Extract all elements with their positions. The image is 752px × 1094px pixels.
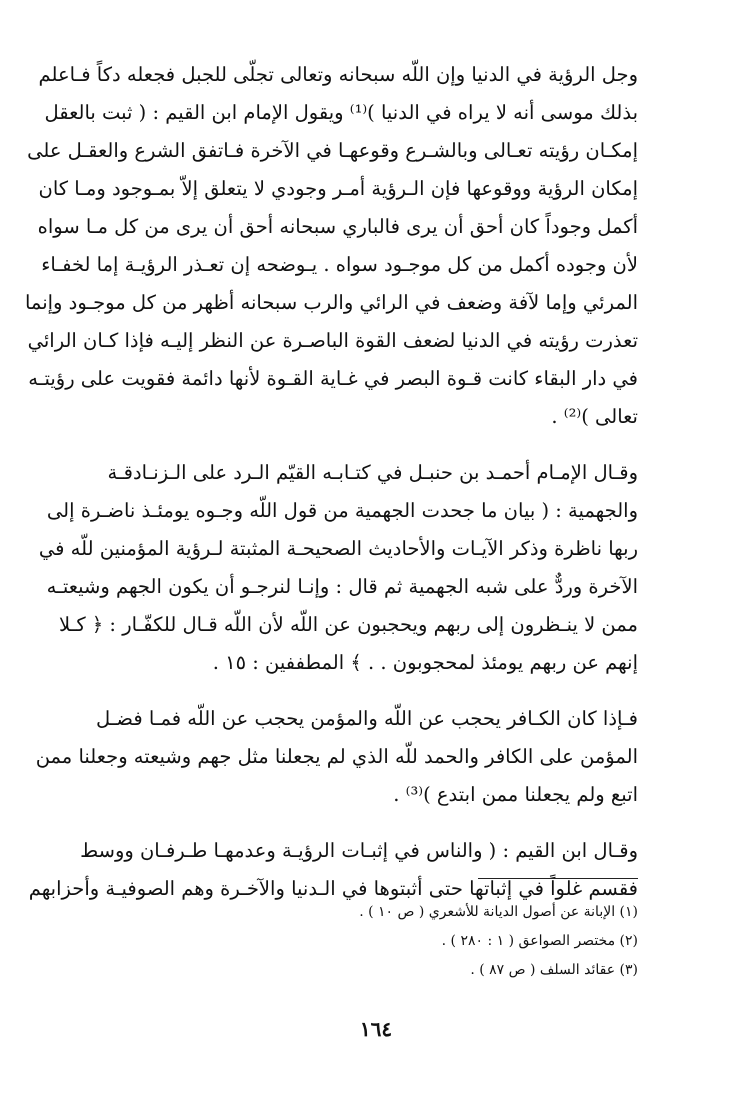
text-line: في دار البقاء كانت قـوة البصر في غـاية القـوة لأنها دائمة فقويت على رؤيتـه: [28, 367, 638, 390]
paragraph-3: [35, 700, 638, 814]
text-line: وجل الرؤية في الدنيا وإن اللّه سبحانه وتعالى تجلّى للجبل فجعله دكاً فـاعلم: [38, 63, 638, 86]
footnote-1: (١) الإبانة عن أصول الديانة للأشعري ( ص ١٠ ) .: [359, 904, 638, 920]
text-line: أكمل وجوداً كان أحق أن يرى فالباري سبحانه أحق أن يرى من كل مـا سواه: [37, 215, 638, 238]
text-line: وقـال ابن القيم : ( والناس في إثبـات الرؤيـة وعدمهـا طـرفـان ووسط: [80, 839, 638, 862]
text-line: إنهم عن ربهم يومئذ لمحجوبون . . ﴾ المطففين : ١٥ .: [212, 651, 638, 674]
footnotes: [300, 898, 638, 985]
footnote-3: (٣) عقائد السلف ( ص ٨٧ ) .: [470, 962, 638, 978]
text-line: المؤمن على الكافر والحمد للّه الذي لم يجعلنا مثل جهم وشيعته وجعلنا ممن: [35, 745, 638, 768]
text-line: تعذرت رؤيته في الدنيا لضعف القوة الباصـرة عن النظر إليـه فإذا كـان الرائي: [27, 329, 638, 352]
text-line: فقسم غلواً في إثباتها حتى أثبتوها في الـدنيا والآخـرة وهم الصوفيـة وأحزابهم: [28, 877, 638, 900]
text-line: وقـال الإمـام أحمـد بن حنبـل في كتـابـه القيّم الـرد على الـزنـادقـة: [107, 461, 638, 484]
text-line: ربها ناظرة وذكر الآيـات والأحاديث الصحيحـة المثبتة لـرؤية المؤمنين للّه في: [38, 537, 638, 560]
text-line: إمكان الرؤية ووقوعها فإن الـرؤية أمـر وجودي لا يتعلق إلاّ بمـوجود ومـا كان: [38, 177, 638, 200]
paragraph-2: [38, 454, 638, 682]
text-line: والجهمية : ( بيان ما جحدت الجهمية من قول اللّه وجـوه يومئـذ ناضـرة إلى: [46, 499, 638, 522]
footnote-divider: [478, 878, 638, 879]
text-line: بذلك موسى أنه لا يراه في الدنيا )⁽¹⁾ ويقول الإمام ابن القيم : ( ثبت بالعقل: [44, 101, 638, 124]
text-line: فـإذا كان الكـافر يحجب عن اللّه والمؤمن يحجب عن اللّه فمـا فضـل: [95, 707, 638, 730]
paragraph-1: [24, 56, 638, 436]
page-number: ١٦٤: [359, 1017, 393, 1041]
text-line: اتبع ولم يجعلنا ممن ابتدع )⁽³⁾ .: [393, 783, 638, 806]
text-line: إمكـان رؤيته تعـالى وبالشـرع وقوعهـا في الآخرة فـاتفق الشرع والعقـل على: [27, 139, 638, 162]
text-line: المرئي وإما لآفة وضعف في الرائي والرب سبحانه أظهر من كل موجـود وإنما: [24, 291, 638, 314]
text-line: الآخرة وردٌّ على شبه الجهمية ثم قال : وإنـا لنرجـو أن يكون الجهم وشيعتـه: [46, 575, 638, 598]
page-body: [24, 56, 638, 926]
text-line: ممن لا ينـظرون إلى ربهم ويحجبون عن اللّه لأن اللّه قـال للكفّـار : ﴿ كـلا: [58, 613, 638, 636]
text-line: تعالى )⁽²⁾ .: [551, 405, 638, 428]
paragraph-4: [28, 832, 638, 908]
text-line: لأن وجوده أكمل من كل موجـود سواه . يـوضحه إن تعـذر الرؤيـة إما لخفـاء: [41, 253, 638, 276]
footnote-2: (٢) مختصر الصواعق ( ١ : ٢٨٠ ) .: [441, 933, 638, 949]
